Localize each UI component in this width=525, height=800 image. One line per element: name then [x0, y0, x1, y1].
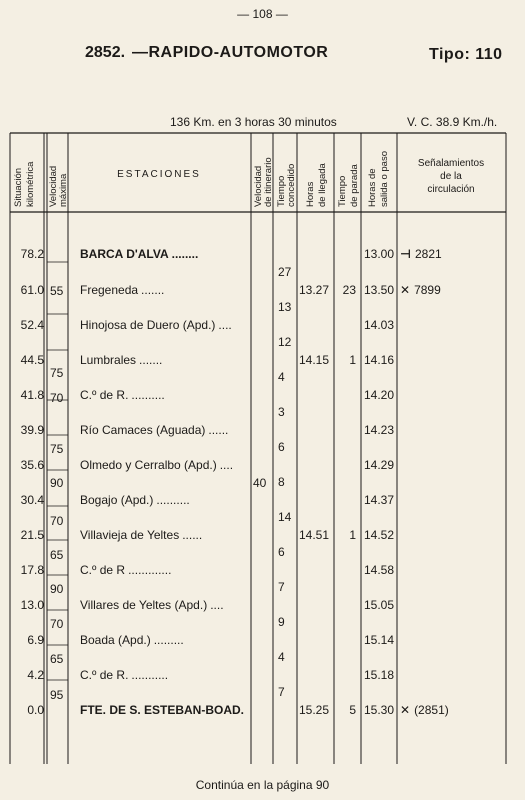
- station-name: [80, 668, 248, 682]
- max-speed-value: 70: [50, 391, 64, 405]
- signal-note: [400, 247, 442, 261]
- station-name-text: Hinojosa de Duero (Apd.): [80, 318, 216, 332]
- average-speed: V. C. 38.9 Km./h.: [407, 115, 498, 129]
- header-arrival-line1: Horas: [305, 181, 316, 207]
- header-itinspeed-line2: de itinerario: [263, 157, 274, 207]
- station-name-text: Villavieja de Yeltes: [80, 528, 180, 542]
- station-name: [80, 423, 248, 437]
- station-name: [80, 247, 248, 261]
- departure-time: 15.18: [364, 668, 395, 682]
- stop-time: 23: [342, 283, 356, 297]
- arrival-time: 15.25: [299, 703, 330, 717]
- signal-symbol: ✕: [400, 703, 411, 717]
- station-name: [80, 388, 248, 402]
- allowed-time-value: 13: [278, 300, 292, 314]
- station-name-text: Fregeneda: [80, 283, 139, 297]
- station-km: 44.5: [20, 353, 44, 367]
- station-km: 52.4: [20, 318, 44, 332]
- station-name-text: C.º de R: [80, 563, 126, 577]
- max-speed-value: 75: [50, 442, 64, 456]
- header-departure-line1: Horas de: [367, 168, 378, 207]
- leader-dots: ..........: [156, 493, 190, 507]
- leader-dots: ...........: [131, 668, 169, 682]
- allowed-time-value: 6: [278, 440, 285, 454]
- max-speed-value: 70: [50, 617, 64, 631]
- station-name: [80, 318, 248, 332]
- leader-dots: .......: [139, 353, 163, 367]
- header-itinspeed-line1: Velocidad: [253, 165, 264, 207]
- train-number: 2852.: [85, 44, 126, 61]
- header-km-line2: kilométrica: [25, 161, 36, 207]
- departure-time: 14.20: [364, 388, 395, 402]
- station-km: 6.9: [27, 633, 44, 647]
- arrival-time: 14.51: [299, 528, 330, 542]
- leader-dots: .........: [153, 633, 184, 647]
- signal-text: 2821: [414, 247, 442, 261]
- station-name: [80, 598, 248, 612]
- station-name-text: Bogajo (Apd.): [80, 493, 154, 507]
- allowed-time-value: 9: [278, 615, 285, 629]
- page-number: — 108 —: [237, 7, 288, 21]
- leader-dots: ....: [218, 318, 232, 332]
- stop-time: 1: [349, 528, 356, 542]
- leader-dots: ......: [182, 528, 203, 542]
- station-name-text: Olmedo y Cerralbo (Apd.): [80, 458, 217, 472]
- allowed-time-value: 6: [278, 545, 285, 559]
- stop-time: 1: [349, 353, 356, 367]
- max-speed-value: 70: [50, 514, 64, 528]
- allowed-time-value: 4: [278, 370, 285, 384]
- header-signals-line2: de la: [440, 171, 462, 182]
- allowed-time-value: 27: [278, 265, 292, 279]
- departure-time: 14.16: [364, 353, 395, 367]
- signal-symbol: ⊣: [400, 247, 411, 261]
- departure-time: 15.14: [364, 633, 395, 647]
- station-name: [80, 493, 248, 507]
- signal-note: [400, 318, 404, 332]
- signal-note: [400, 423, 404, 437]
- station-km: 78.2: [20, 247, 44, 261]
- allowed-time-value: 14: [278, 510, 292, 524]
- station-name: [80, 563, 248, 577]
- header-stoptime-line1: Tiempo: [337, 175, 348, 207]
- departure-time: 13.50: [364, 283, 395, 297]
- station-name-text: Río Camaces (Aguada): [80, 423, 206, 437]
- departure-time: 14.58: [364, 563, 395, 577]
- header-km-line1: Situación: [13, 167, 24, 207]
- signal-note: [400, 563, 404, 577]
- departure-time: 14.37: [364, 493, 395, 507]
- station-name: [80, 633, 248, 647]
- station-km: 21.5: [20, 528, 44, 542]
- signal-note: [400, 458, 404, 472]
- max-speed-value: 95: [50, 688, 64, 702]
- station-km: 61.0: [20, 283, 44, 297]
- allowed-time-value: 12: [278, 335, 292, 349]
- allowed-time-value: 8: [278, 475, 285, 489]
- train-type: Tipo: 110: [429, 46, 503, 63]
- station-km: 39.9: [20, 423, 44, 437]
- station-name: [80, 703, 248, 717]
- station-name-text: BARCA D'ALVA: [80, 247, 169, 261]
- stop-time: 5: [349, 703, 356, 717]
- header-maxspeed-line1: Velocidad: [48, 165, 59, 207]
- allowed-time-value: 4: [278, 650, 285, 664]
- header-arrival-line2: de llegada: [317, 163, 328, 207]
- departure-time: 15.05: [364, 598, 395, 612]
- station-name: [80, 353, 248, 367]
- allowed-time-value: 7: [278, 685, 285, 699]
- signal-text: (2851): [414, 703, 449, 717]
- departure-time: 14.23: [364, 423, 395, 437]
- departure-time: 14.29: [364, 458, 395, 472]
- signal-text: 7899: [414, 283, 441, 297]
- header-maxspeed-line2: máxima: [58, 173, 69, 207]
- station-name-text: FTE. DE S. ESTEBAN-BOAD.: [80, 703, 245, 717]
- leader-dots: ........: [171, 247, 199, 261]
- signal-note: [400, 388, 404, 402]
- max-speed-value: 65: [50, 548, 64, 562]
- signal-note: [400, 528, 404, 542]
- train-name: —RAPIDO-AUTOMOTOR: [132, 44, 329, 61]
- header-allowedtime-line2: concedido: [286, 163, 297, 207]
- arrival-time: 14.15: [299, 353, 330, 367]
- header-signals-line3: circulación: [427, 184, 475, 195]
- allowed-time-value: 7: [278, 580, 285, 594]
- header-stations: ESTACIONES: [117, 169, 201, 180]
- signal-note: [400, 668, 404, 682]
- station-km: 30.4: [20, 493, 44, 507]
- station-name: [80, 528, 248, 542]
- station-km: 0.0: [27, 703, 44, 717]
- distance-time: 136 Km. en 3 horas 30 minutos: [170, 115, 337, 129]
- header-allowedtime-line1: Tiempo: [276, 175, 287, 207]
- station-name-text: C.º de R.: [80, 388, 129, 402]
- signal-note: [400, 598, 404, 612]
- allowed-time-value: 3: [278, 405, 285, 419]
- max-speed-value: 90: [50, 476, 64, 490]
- signal-note: [400, 703, 449, 717]
- leader-dots: .......: [141, 283, 165, 297]
- header-stoptime-line2: de parada: [349, 164, 360, 207]
- header-signals-line1: Señalamientos: [417, 158, 485, 169]
- station-name: [80, 458, 248, 472]
- station-km: 4.2: [27, 668, 44, 682]
- station-name-text: C.º de R.: [80, 668, 129, 682]
- footer-note: Continúa en la página 90: [195, 778, 330, 792]
- station-name-text: Boada (Apd.): [80, 633, 151, 647]
- arrival-time: 13.27: [299, 283, 330, 297]
- station-name-text: Villares de Yeltes (Apd.): [80, 598, 208, 612]
- station-km: 35.6: [20, 458, 44, 472]
- departure-time: 15.30: [364, 703, 395, 717]
- leader-dots: .............: [128, 563, 172, 577]
- signal-note: [400, 633, 404, 647]
- departure-time: 14.03: [364, 318, 395, 332]
- leader-dots: ..........: [131, 388, 165, 402]
- signal-note: [400, 493, 404, 507]
- leader-dots: ......: [208, 423, 229, 437]
- station-km: 41.8: [20, 388, 44, 402]
- max-speed-value: 65: [50, 652, 64, 666]
- header-departure-line2: salida o paso: [379, 151, 390, 207]
- signal-symbol: ✕: [400, 283, 411, 297]
- max-speed-value: 55: [50, 284, 64, 298]
- signal-note: [400, 353, 404, 367]
- departure-time: 14.52: [364, 528, 395, 542]
- station-km: 17.8: [20, 563, 44, 577]
- max-speed-value: 75: [50, 366, 64, 380]
- signal-note: [400, 283, 441, 297]
- leader-dots: ....: [210, 598, 224, 612]
- departure-time: 13.00: [364, 247, 395, 261]
- station-km: 13.0: [20, 598, 44, 612]
- station-name-text: Lumbrales: [80, 353, 137, 367]
- station-name: [80, 283, 248, 297]
- leader-dots: ....: [219, 458, 234, 472]
- itinerary-speed: 40: [253, 476, 267, 490]
- max-speed-value: 90: [50, 582, 64, 596]
